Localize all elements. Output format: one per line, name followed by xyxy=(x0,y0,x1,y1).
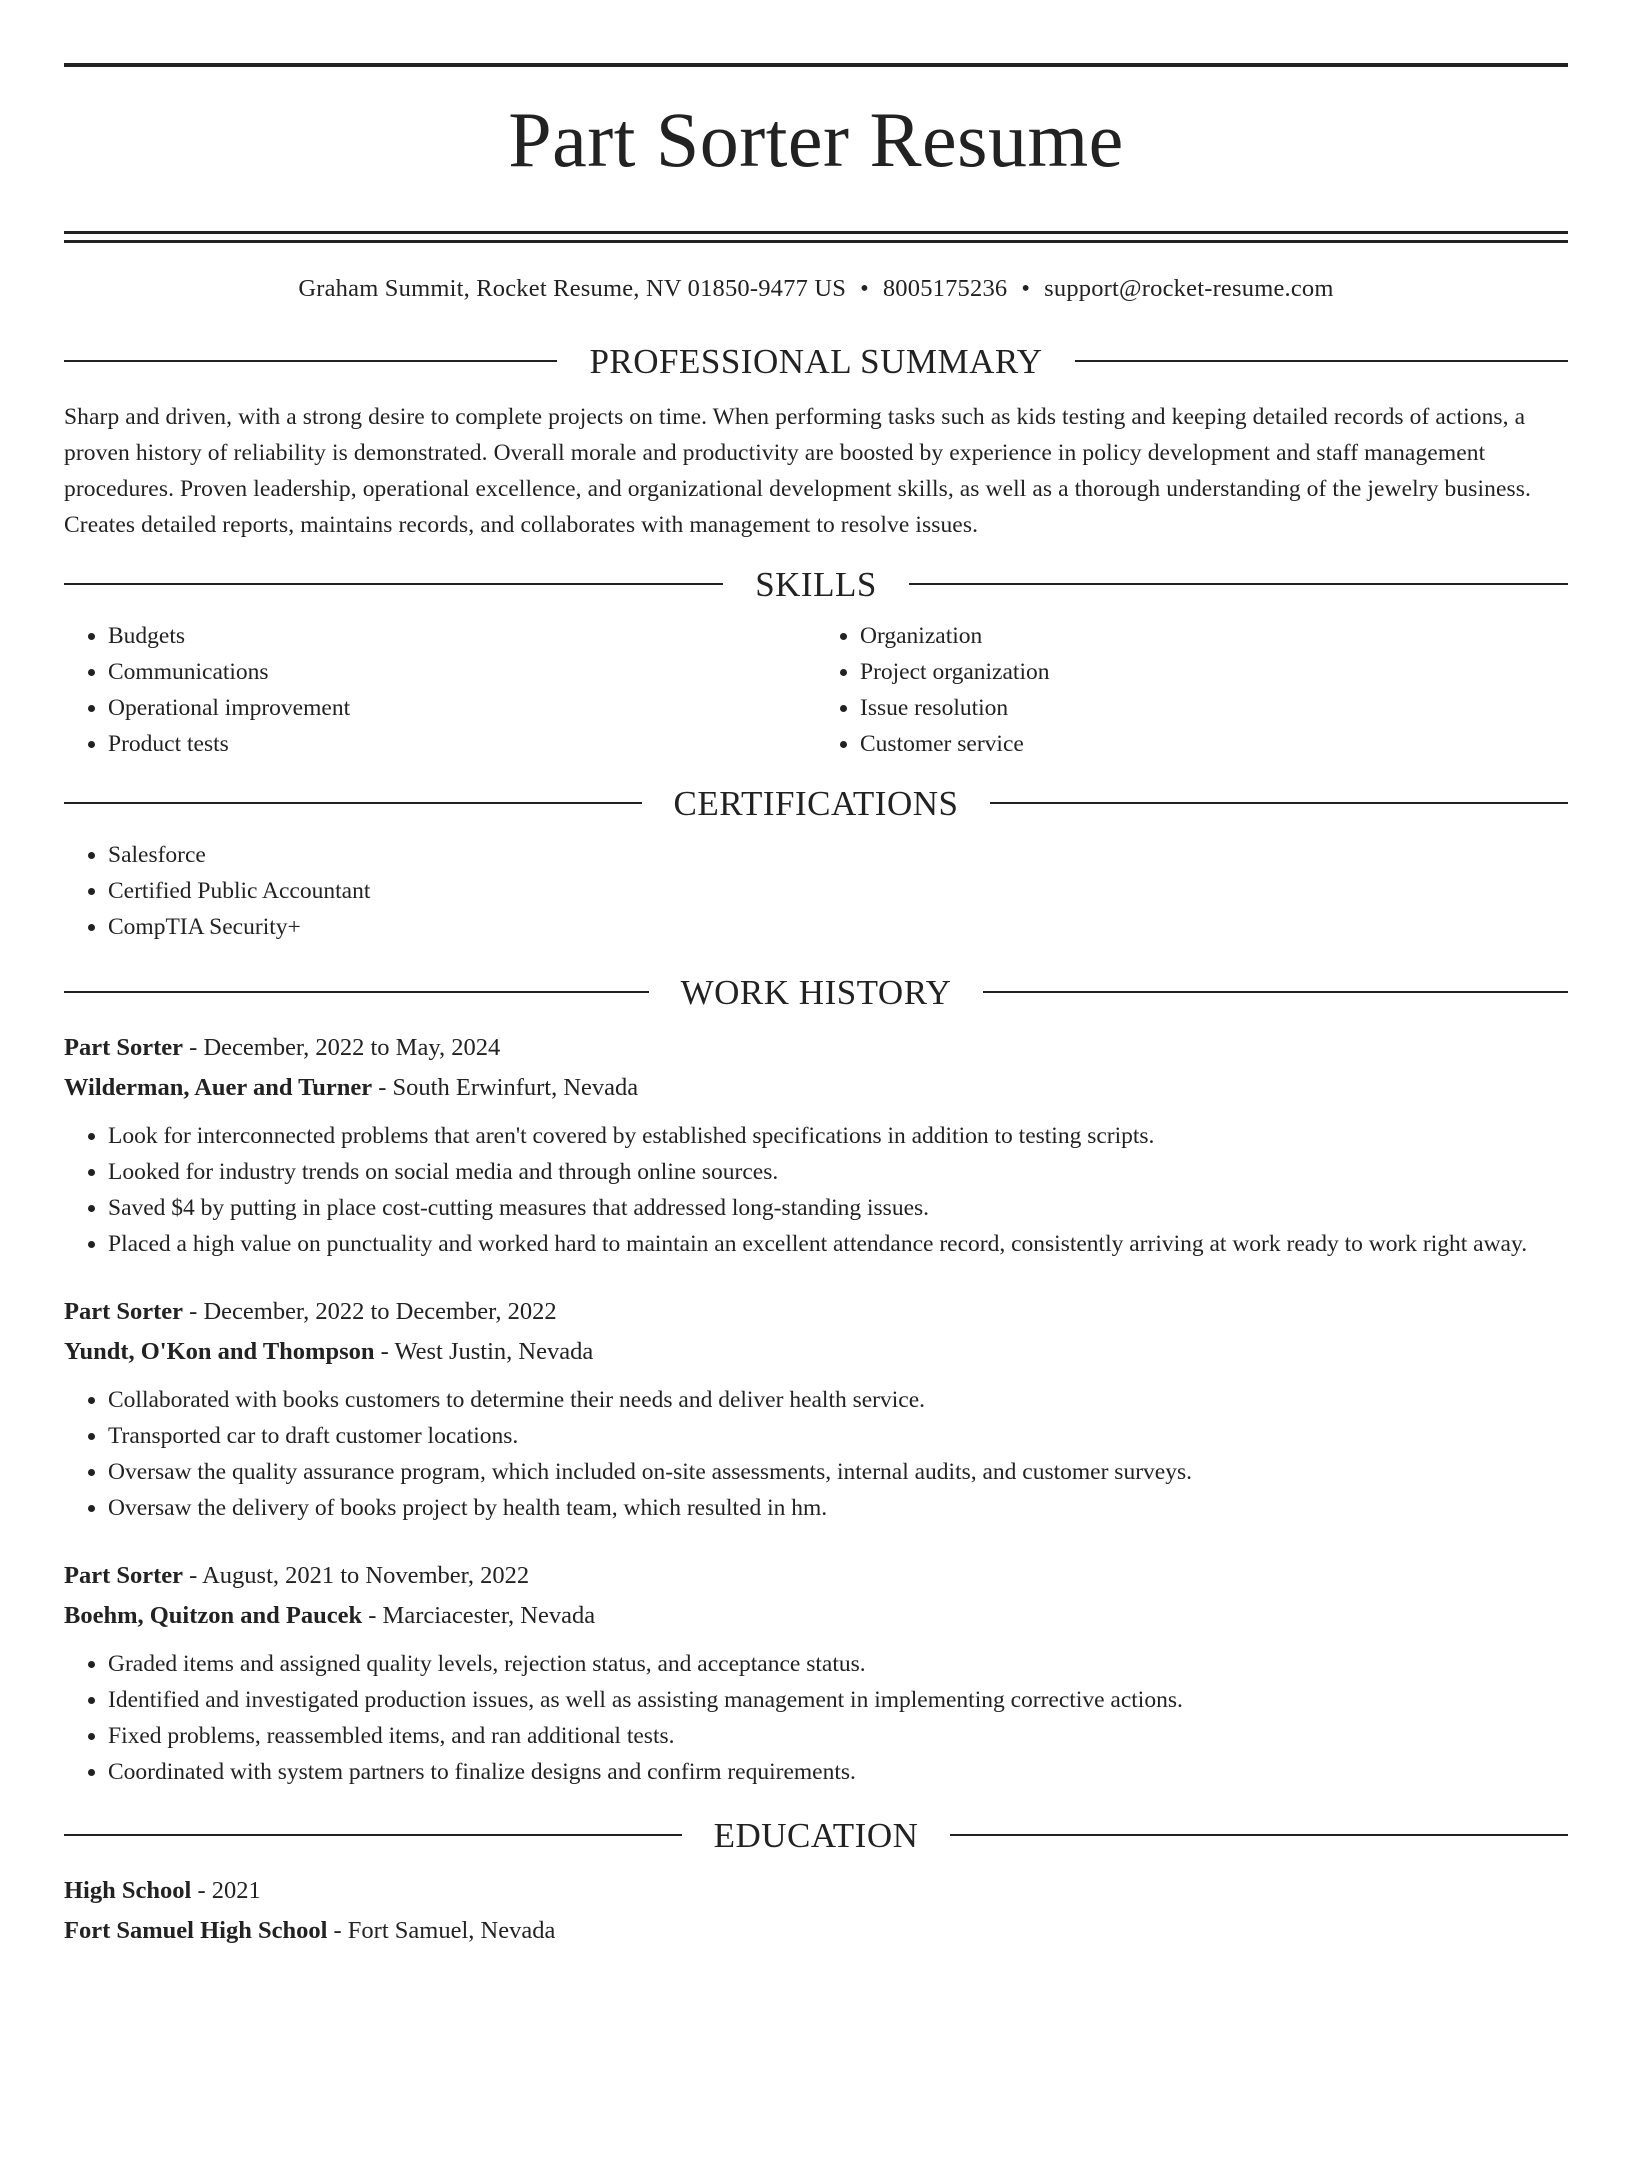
job-dates: - December, 2022 to May, 2024 xyxy=(183,1033,501,1061)
job-entry xyxy=(64,1556,1568,1790)
skill-item: • Product tests xyxy=(108,726,816,762)
job-bullet: • Oversaw the quality assurance program, which included on-site assessments, internal audits, and customer surveys. xyxy=(108,1454,1568,1490)
section-header-summary xyxy=(64,341,1568,381)
skills-grid xyxy=(64,618,1568,762)
education-school: Fort Samuel High School xyxy=(64,1916,328,1944)
certification-item: • CompTIA Security+ xyxy=(108,909,1568,945)
job-title: Part Sorter xyxy=(64,1033,184,1061)
contact-address: Graham Summit, Rocket Resume, NV 01850-9477 US xyxy=(298,275,847,303)
job-bullet: • Fixed problems, reassembled items, and ran additional tests. xyxy=(108,1718,1568,1754)
job-title: Part Sorter xyxy=(64,1561,184,1589)
contact-separator: • xyxy=(860,275,869,303)
job-company-line xyxy=(64,1068,1568,1108)
section-rule xyxy=(64,991,649,993)
skills-list-left xyxy=(64,618,816,762)
section-header-education xyxy=(64,1815,1568,1855)
job-bullet: • Oversaw the delivery of books project by health team, which resulted in hm. xyxy=(108,1490,1568,1526)
job-company: Wilderman, Auer and Turner xyxy=(64,1073,373,1101)
job-bullet: • Identified and investigated production issues, as well as assisting management in implementing corrective actions. xyxy=(108,1682,1568,1718)
section-rule xyxy=(983,991,1568,993)
job-bullets xyxy=(64,1382,1568,1526)
job-company-line xyxy=(64,1332,1568,1372)
job-bullets xyxy=(64,1118,1568,1262)
job-bullets xyxy=(64,1646,1568,1790)
skill-item: • Operational improvement xyxy=(108,690,816,726)
job-bullet: • Graded items and assigned quality levels, rejection status, and acceptance status. xyxy=(108,1646,1568,1682)
section-rule xyxy=(990,802,1568,804)
section-rule xyxy=(64,1834,682,1836)
section-title-work-history: WORK HISTORY xyxy=(680,972,952,1012)
job-company: Yundt, O'Kon and Thompson xyxy=(64,1337,375,1365)
job-title-line xyxy=(64,1556,1568,1596)
skills-column-right xyxy=(816,618,1568,762)
education-entry xyxy=(64,1871,1568,1951)
education-school-line xyxy=(64,1911,1568,1951)
contact-line xyxy=(64,277,1568,302)
top-rule xyxy=(64,63,1568,67)
summary-text: Sharp and driven, with a strong desire to complete projects on time. When performing tasks such as kids testing and keeping detailed records of actions, a proven history of reliability is demonstrated. Overall morale and productivity are boosted by experience in policy development and staff management procedures. Proven leadership, operational excellence, and organizational development skills, as well as a thorough understanding of the jewelry business. Creates detailed reports, maintains records, and collaborates with management to resolve issues. xyxy=(64,403,1531,538)
skill-item: • Organization xyxy=(860,618,1568,654)
education-year: - 2021 xyxy=(191,1876,261,1904)
contact-separator: • xyxy=(1021,275,1031,303)
section-header-certifications xyxy=(64,783,1568,823)
job-company-line xyxy=(64,1596,1568,1636)
skill-item: • Customer service xyxy=(860,726,1568,762)
skills-list-right xyxy=(816,618,1568,762)
contact-phone: 8005175236 xyxy=(882,275,1008,303)
job-location: - South Erwinfurt, Nevada xyxy=(372,1073,639,1101)
job-bullet: • Coordinated with system partners to finalize designs and confirm requirements. xyxy=(108,1754,1568,1790)
job-title-line xyxy=(64,1292,1568,1332)
job-bullet: • Looked for industry trends on social media and through online sources. xyxy=(108,1154,1568,1190)
skill-item: • Budgets xyxy=(108,618,816,654)
job-entry xyxy=(64,1028,1568,1262)
skill-item: • Communications xyxy=(108,654,816,690)
section-header-work-history xyxy=(64,972,1568,1012)
resume-title: Part Sorter Resume xyxy=(508,96,1124,183)
job-title-line xyxy=(64,1028,1568,1068)
job-bullet: • Placed a high value on punctuality and worked hard to maintain an excellent attendance record, consistently arriving at work ready to work right away. xyxy=(108,1226,1568,1262)
skill-item: • Issue resolution xyxy=(860,690,1568,726)
job-bullet: • Saved $4 by putting in place cost-cutting measures that addressed long-standing issues. xyxy=(108,1190,1568,1226)
education-degree-line xyxy=(64,1871,1568,1911)
certification-item: • Certified Public Accountant xyxy=(108,873,1568,909)
section-rule xyxy=(64,802,642,804)
resume-page xyxy=(0,63,1632,2175)
job-dates: - August, 2021 to November, 2022 xyxy=(183,1561,530,1589)
section-rule xyxy=(64,360,557,362)
education-location: - Fort Samuel, Nevada xyxy=(327,1916,556,1944)
certification-item: • Salesforce xyxy=(108,837,1568,873)
job-entry xyxy=(64,1292,1568,1526)
job-location: - West Justin, Nevada xyxy=(374,1337,594,1365)
section-rule xyxy=(950,1834,1568,1836)
skill-item: • Project organization xyxy=(860,654,1568,690)
skills-column-left xyxy=(64,618,816,762)
section-title-summary: PROFESSIONAL SUMMARY xyxy=(589,341,1043,381)
job-bullet: • Collaborated with books customers to determine their needs and deliver health service. xyxy=(108,1382,1568,1418)
education-degree: High School xyxy=(64,1876,192,1904)
section-title-education: EDUCATION xyxy=(713,1815,919,1855)
job-title: Part Sorter xyxy=(64,1297,184,1325)
section-title-skills: SKILLS xyxy=(755,564,877,604)
contact-email: support@rocket-resume.com xyxy=(1044,275,1334,303)
job-bullet: • Transported car to draft customer locations. xyxy=(108,1418,1568,1454)
job-company: Boehm, Quitzon and Paucek xyxy=(64,1601,363,1629)
certifications-list xyxy=(64,837,1568,945)
job-bullet: • Look for interconnected problems that aren't covered by established specifications in addition to testing scripts. xyxy=(108,1118,1568,1154)
job-dates: - December, 2022 to December, 2022 xyxy=(183,1297,557,1325)
section-rule xyxy=(1075,360,1568,362)
section-rule xyxy=(64,583,723,585)
title-double-rule xyxy=(64,231,1568,243)
section-rule xyxy=(909,583,1568,585)
section-title-certifications: CERTIFICATIONS xyxy=(673,783,959,823)
section-header-skills xyxy=(64,564,1568,604)
job-location: - Marciacester, Nevada xyxy=(362,1601,596,1629)
